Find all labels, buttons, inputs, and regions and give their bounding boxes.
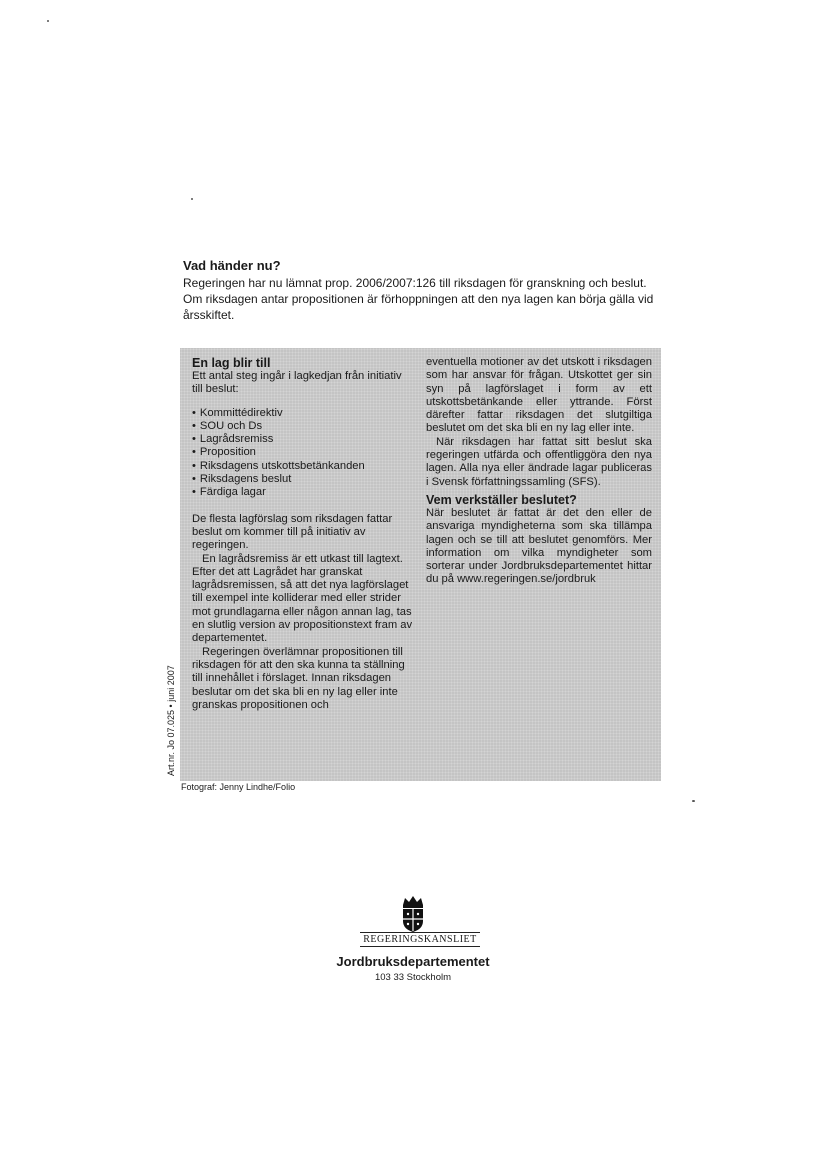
department-name: Jordbruksdepartementet <box>336 954 490 969</box>
list-item: • Riksdagens beslut <box>192 473 414 486</box>
info-box <box>180 348 661 781</box>
address: 103 33 Stockholm <box>374 972 452 983</box>
info-right-column <box>426 356 652 587</box>
steps-intro: Ett antal steg ingår i lagkedjan från initiativ till beslut: <box>192 370 402 396</box>
scan-speck <box>692 800 695 802</box>
box-paragraph: En lagrådsremiss är ett utkast till lagtext. Efter det att Lagrådet har granskat lagrådsremissen, så att det nya lagförslaget till exempel inte kolliderar med eller strider mot grundlagarna eller någon annan lag, tas en slutlig version av propositionstext fram av departementet. <box>192 552 413 645</box>
box-paragraph: eventuella motioner av det utskott i riksdagen som har ansvar för frågan. Utskottet ger sin syn på lagförslaget i form av ett utskottsbetänkande eller yttrande. Först därefter fattar riksdagen det slutgiltiga beslutet om det ska bli en ny lag eller inte. <box>426 356 652 435</box>
list-item: • Kommittédirektiv <box>192 407 414 420</box>
box-paragraph: När riksdagen har fattat sitt beslut ska regeringen utfärda och offentliggöra den nya lagen. Alla nya eller ändrade lagar publiceras i Svensk författningssamling (SFS). <box>426 435 652 488</box>
box-paragraph: När beslutet är fattat är det den eller de ansvariga myndigheterna som ska tillämpa lagen och se till att beslutet genomförs. Mer information om vilka myndigheter som sorterar under Jordbruksdepartementet hittar du på www.regeringen.se/jordbruk <box>426 506 652 586</box>
info-left-column <box>192 356 414 712</box>
box-heading-en-lag: En lag blir till <box>192 356 271 370</box>
list-item: • Proposition <box>192 446 414 459</box>
list-item: • SOU och Ds <box>192 420 414 433</box>
box-paragraph: Regeringen överlämnar propositionen till riksdagen för att den ska kunna ta ställning till innehållet i förslaget. Innan riksdagen beslutar om det ska bli en ny lag eller inte granskas propositionen och <box>192 645 405 711</box>
list-item: • Färdiga lagar <box>192 486 414 499</box>
crown-shield-icon <box>393 893 433 933</box>
box-heading-vem: Vem verkställer beslutet? <box>426 492 577 507</box>
scan-speck <box>47 20 49 22</box>
list-item: • Lagrådsremiss <box>192 433 414 446</box>
intro-paragraph: Regeringen har nu lämnat prop. 2006/2007:126 till riksdagen för granskning och beslut. Om riksdagen antar propositionen är förhoppningen att den nya lagen kan börja gälla vid årsskiftet. <box>183 276 654 322</box>
article-number: Art.nr. Jo 07.025 • juni 2007 <box>166 665 176 776</box>
organization-name: REGERINGSKANSLIET <box>360 932 480 947</box>
steps-list <box>192 407 414 500</box>
page-title: Vad händer nu? <box>183 258 281 273</box>
scan-speck <box>191 198 193 200</box>
list-item: • Riksdagens utskottsbetänkanden <box>192 460 414 473</box>
box-paragraph: De flesta lagförslag som riksdagen fattar beslut om kommer till på initiativ av regeringen. <box>192 512 393 552</box>
photo-credit: Fotograf: Jenny Lindhe/Folio <box>181 782 296 792</box>
